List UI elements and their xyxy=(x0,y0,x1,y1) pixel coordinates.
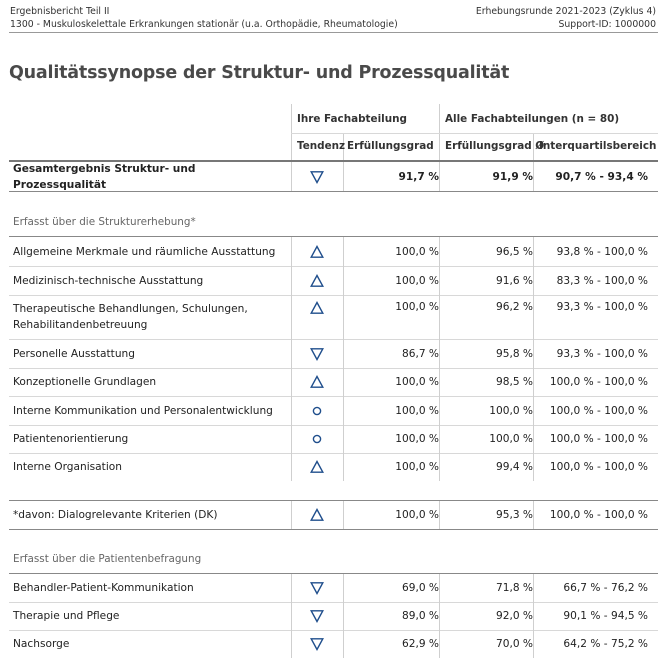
section-struktur: Erfasst über die Strukturerhebung* xyxy=(13,216,196,228)
group-all-departments: Alle Fachabteilungen (n = 80) xyxy=(445,113,620,125)
trend-up-icon xyxy=(291,453,343,481)
iqr-value: 100,0 % - 100,0 % xyxy=(549,404,648,417)
avg-value: 95,8 % xyxy=(495,347,533,360)
iqr-value: 93,8 % - 100,0 % xyxy=(556,245,648,258)
row-label: Therapeutische Behandlungen, Schulungen, Rehabilitandenbetreuung xyxy=(13,303,248,331)
avg-value: 96,5 % xyxy=(495,245,533,258)
dk-row xyxy=(9,501,658,529)
row-divider xyxy=(9,191,658,192)
section-patient: Erfasst über die Patientenbefragung xyxy=(13,553,202,565)
iqr-value: 83,3 % - 100,0 % xyxy=(556,274,648,287)
iqr-value: 90,1 % - 94,5 % xyxy=(563,610,648,622)
table-row xyxy=(9,602,658,630)
table-row xyxy=(9,396,658,425)
iqr-value: 100,0 % - 100,0 % xyxy=(549,376,648,388)
own-value: 100,0 % xyxy=(395,404,439,417)
dk-label: *davon: Dialogrelevante Kriterien (DK) xyxy=(13,509,218,521)
col-erfuellungsgrad: Erfüllungsgrad xyxy=(347,140,434,152)
row-label: Nachsorge xyxy=(13,638,70,650)
total-label: Gesamtergebnis Struktur- und Prozessqualität xyxy=(13,162,196,191)
row-label: Therapie und Pflege xyxy=(13,610,120,622)
table-row xyxy=(9,453,658,481)
row-divider xyxy=(9,529,658,530)
own-value: 100,0 % xyxy=(395,376,439,388)
trend-down-icon xyxy=(291,574,343,602)
own-value: 100,0 % xyxy=(395,509,439,521)
group-own-department: Ihre Fachabteilung xyxy=(297,113,407,125)
avg-value: 100,0 % xyxy=(489,433,533,445)
page-title: Qualitätssynopse der Struktur- und Prozessqualität xyxy=(9,63,510,83)
col-interquartil: Interquartilsbereich xyxy=(539,140,657,152)
own-value: 89,0 % xyxy=(401,610,439,622)
trend-unchanged-icon xyxy=(291,396,343,425)
iqr-value: 100,0 % - 100,0 % xyxy=(549,461,648,473)
trend-up-icon xyxy=(291,237,343,266)
table-row xyxy=(9,266,658,295)
avg-value: 99,4 % xyxy=(495,461,533,473)
own-value: 100,0 % xyxy=(395,461,439,473)
trend-up-icon xyxy=(291,501,343,529)
own-value: 86,7 % xyxy=(401,347,439,360)
iqr-value: 93,3 % - 100,0 % xyxy=(556,301,648,313)
table-row xyxy=(9,574,658,602)
avg-value: 92,0 % xyxy=(495,610,533,622)
row-label: Interne Kommunikation und Personalentwicklung xyxy=(13,404,273,417)
header-divider xyxy=(9,32,658,33)
avg-value: 91,9 % xyxy=(492,170,533,183)
trend-down-icon xyxy=(291,630,343,658)
table-row xyxy=(9,295,658,339)
own-value: 69,0 % xyxy=(401,582,439,594)
avg-value: 100,0 % xyxy=(489,404,533,417)
iqr-value: 66,7 % - 76,2 % xyxy=(563,582,648,594)
report-part: Ergebnisbericht Teil II xyxy=(10,6,110,17)
table-row xyxy=(9,339,658,368)
trend-down-icon xyxy=(291,602,343,630)
table-row xyxy=(9,630,658,658)
table-row xyxy=(9,237,658,266)
avg-value: 95,3 % xyxy=(495,509,533,521)
iqr-value: 100,0 % - 100,0 % xyxy=(549,509,648,521)
own-value: 62,9 % xyxy=(401,638,439,650)
iqr-value: 90,7 % - 93,4 % xyxy=(555,170,648,183)
trend-up-icon xyxy=(291,266,343,295)
avg-value: 96,2 % xyxy=(495,301,533,313)
avg-value: 91,6 % xyxy=(495,274,533,287)
table-row xyxy=(9,368,658,396)
table-row xyxy=(9,425,658,453)
own-value: 100,0 % xyxy=(395,301,439,313)
trend-down-icon xyxy=(291,162,343,191)
trend-up-icon xyxy=(291,295,343,339)
row-label: Allgemeine Merkmale und räumliche Ausstattung xyxy=(13,245,276,258)
iqr-value: 93,3 % - 100,0 % xyxy=(556,347,648,360)
avg-value: 71,8 % xyxy=(495,582,533,594)
avg-value: 70,0 % xyxy=(495,638,533,650)
own-value: 100,0 % xyxy=(395,245,439,258)
row-label: Konzeptionelle Grundlagen xyxy=(13,376,157,388)
support-id: Support-ID: 1000000 xyxy=(558,19,656,30)
iqr-value: 64,2 % - 75,2 % xyxy=(563,638,648,650)
report-subject: 1300 - Muskuloskelettale Erkrankungen stationär (u.a. Orthopädie, Rheumatologie) xyxy=(10,19,398,30)
row-label: Patientenorientierung xyxy=(13,433,129,445)
trend-up-icon xyxy=(291,368,343,396)
total-row xyxy=(9,162,658,191)
row-label: Interne Organisation xyxy=(13,461,122,473)
own-value: 100,0 % xyxy=(395,274,439,287)
trend-unchanged-icon xyxy=(291,425,343,453)
col-tendenz: Tendenz xyxy=(297,140,346,152)
row-divider xyxy=(291,133,658,134)
own-value: 100,0 % xyxy=(395,433,439,445)
col-erfuellungsgrad-avg: Erfüllungsgrad Ø xyxy=(445,140,545,152)
row-label: Medizinisch-technische Ausstattung xyxy=(13,274,204,287)
trend-down-icon xyxy=(291,339,343,368)
survey-round: Erhebungsrunde 2021-2023 (Zyklus 4) xyxy=(475,6,656,17)
avg-value: 98,5 % xyxy=(495,376,533,388)
row-label: Personelle Ausstattung xyxy=(13,347,135,360)
row-label: Behandler-Patient-Kommunikation xyxy=(13,582,194,594)
iqr-value: 100,0 % - 100,0 % xyxy=(549,433,648,445)
own-value: 91,7 % xyxy=(398,170,439,183)
